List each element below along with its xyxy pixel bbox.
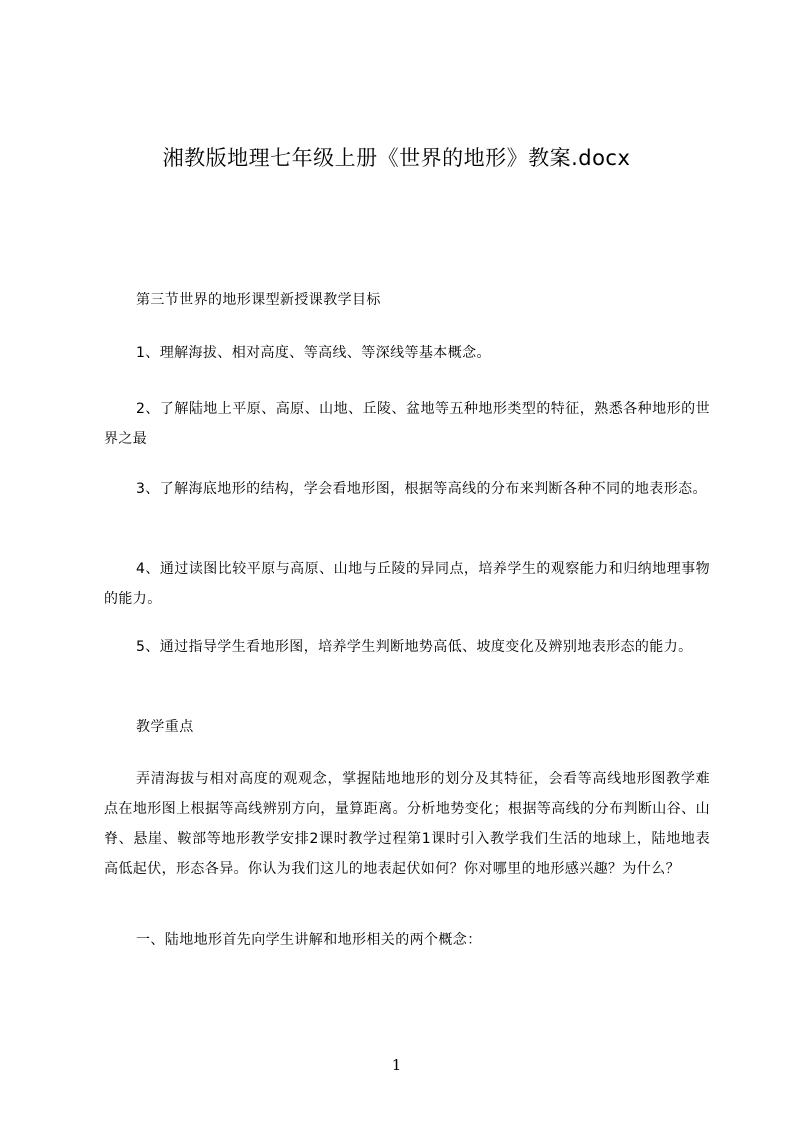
paragraph-objective-4: 4、通过读图比较平原与高原、山地与丘陵的异同点，培养学生的观察能力和归纳地理事物的能力。 — [104, 561, 710, 607]
paragraph-land-landforms: 一、陆地地形首先向学生讲解和地形相关的两个概念： — [136, 932, 482, 948]
page-number: 1 — [391, 1056, 402, 1074]
paragraph-key-points-body: 弄清海拔与相对高度的观观念，掌握陆地地形的划分及其特征，会看等高线地形图教学难点在地形图上根据等高线辨别方向，量算距离。分析地势变化；根据等高线的分布判断山谷、山脊、悬崖、鞍部等地形教学安排2课时教学过程第1课时引入教学我们生活的地球上，陆地地表高低起伏，形态各异。你认为我们这儿的地表起伏如何？你对哪里的地形感兴趣？为什么？ — [104, 771, 710, 877]
paragraph-section-heading: 第三节世界的地形课型新授课教学目标 — [136, 292, 381, 308]
paragraph-objective-1: 1、理解海拔、相对高度、等高线、等深线等基本概念。 — [136, 345, 491, 361]
paragraph-objective-5: 5、通过指导学生看地形图，培养学生判断地势高低、坡度变化及辨别地表形态的能力。 — [136, 639, 693, 655]
document-title: 湘教版地理七年级上册《世界的地形》教案.docx — [162, 146, 631, 170]
paragraph-objective-3: 3、了解海底地形的结构，学会看地形图，根据等高线的分布来判断各种不同的地表形态。 — [136, 481, 707, 497]
paragraph-objective-2: 2、了解陆地上平原、高原、山地、丘陵、盆地等五种地形类型的特征，熟悉各种地形的世界之最 — [104, 401, 710, 447]
paragraph-key-points-heading: 教学重点 — [136, 719, 194, 735]
